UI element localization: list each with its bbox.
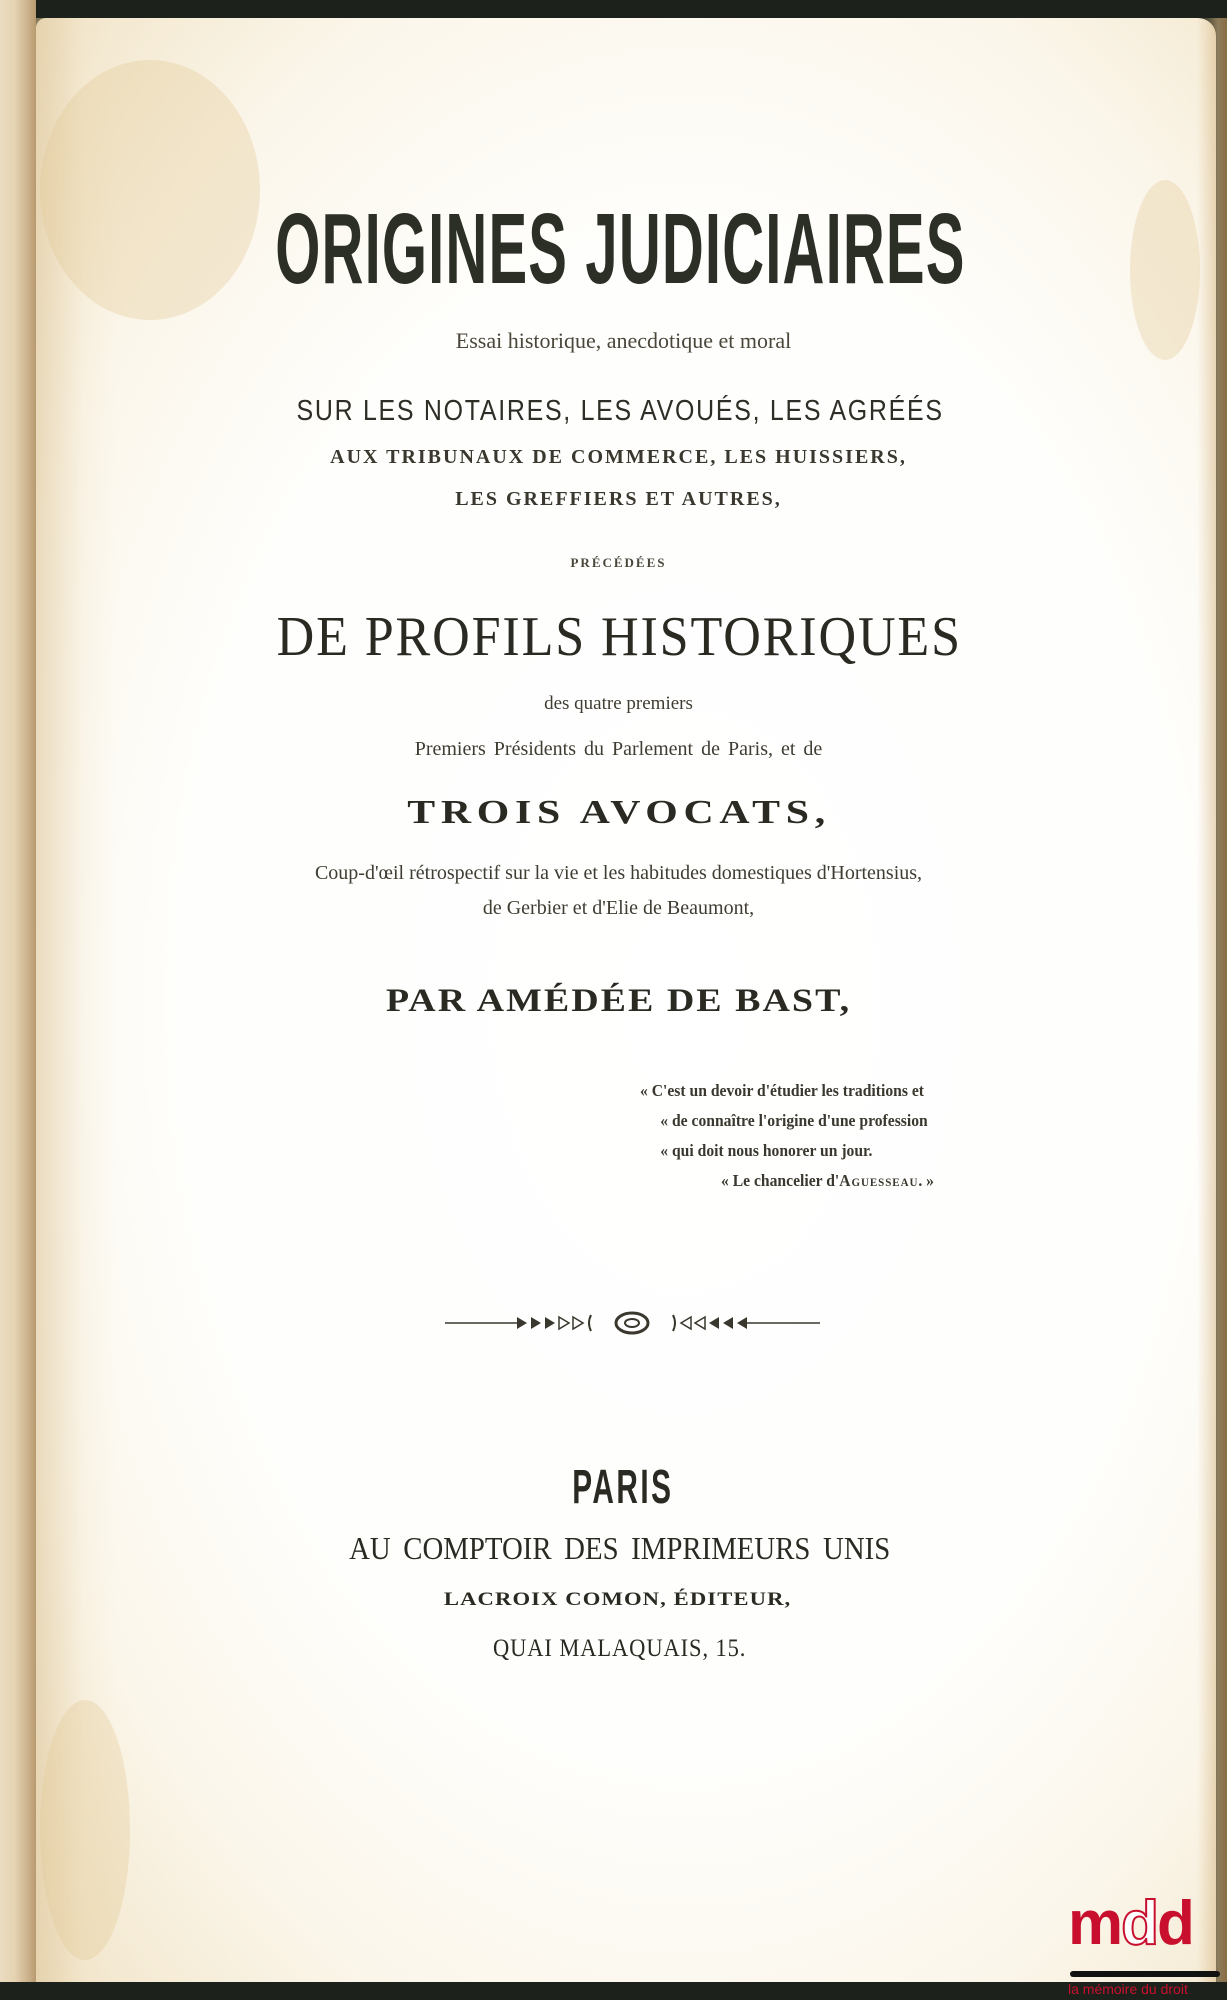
epigraph-line-1: « C'est un devoir d'étudier les traditions et [640,1081,924,1100]
epigraph-line-3: « qui doit nous honorer un jour. [660,1141,873,1160]
epigraph-attribution [640,1166,1008,1196]
mdd-logo-bar [1070,1971,1220,1977]
attribution-prefix: « Le chancelier d' [720,1171,840,1190]
book-binding-bottom [0,1982,1227,2000]
ornamental-rule-icon [445,1310,820,1336]
subtitle-essai: Essai historique, anecdotique et moral [455,328,792,353]
des-quatre-text: des quatre premiers [544,693,693,714]
attribution-name: Aguesseau [839,1171,919,1190]
mdd-logo-letters: mdd [1068,1889,1193,1958]
epigraph [640,1076,1008,1196]
author-line: PAR AMÉDÉE DE BAST, [385,982,852,1019]
premiers-presidents-text: Premiers Présidents du Parlement de Paris, et de [414,738,823,760]
attribution-suffix: . » [918,1171,934,1190]
trois-avocats-heading: TROIS AVOCATS, [407,792,831,831]
subtitle-les-greffiers: LES GREFFIERS ET AUTRES, [455,488,782,510]
coup-doeil-text: Coup-d'œil rétrospectif sur la vie et les habitudes domestiques d'Hortensius, [314,862,923,884]
book-title: ORIGINES JUDICIAIRES [275,193,966,305]
precedees-label: PRÉCÉDÉES [570,555,667,570]
de-gerbier-text: de Gerbier et d'Elie de Beaumont, [482,897,755,919]
foxing-stain [40,60,260,320]
subtitle-aux-tribunaux: AUX TRIBUNAUX DE COMMERCE, LES HUISSIERS, [330,446,907,468]
imprint-publisher-house: AU COMPTOIR DES IMPRIMEURS UNIS [349,1530,891,1566]
epigraph-line-2: « de connaître l'origine d'une profession [660,1111,928,1130]
imprint-city: PARIS [572,1461,674,1514]
mdd-logo [1068,1889,1227,2000]
imprint-editor: LACROIX COMON, ÉDITEUR, [443,1588,792,1610]
foxing-stain [40,1700,130,1960]
imprint-address: QUAI MALAQUAIS, 15. [492,1635,747,1662]
subtitle-sur-les: SUR LES NOTAIRES, LES AVOUÉS, LES AGRÉÉS [296,395,944,427]
mdd-logo-tagline: la mémoire du droit [1068,1981,1188,1997]
profils-heading: DE PROFILS HISTORIQUES [276,606,962,668]
